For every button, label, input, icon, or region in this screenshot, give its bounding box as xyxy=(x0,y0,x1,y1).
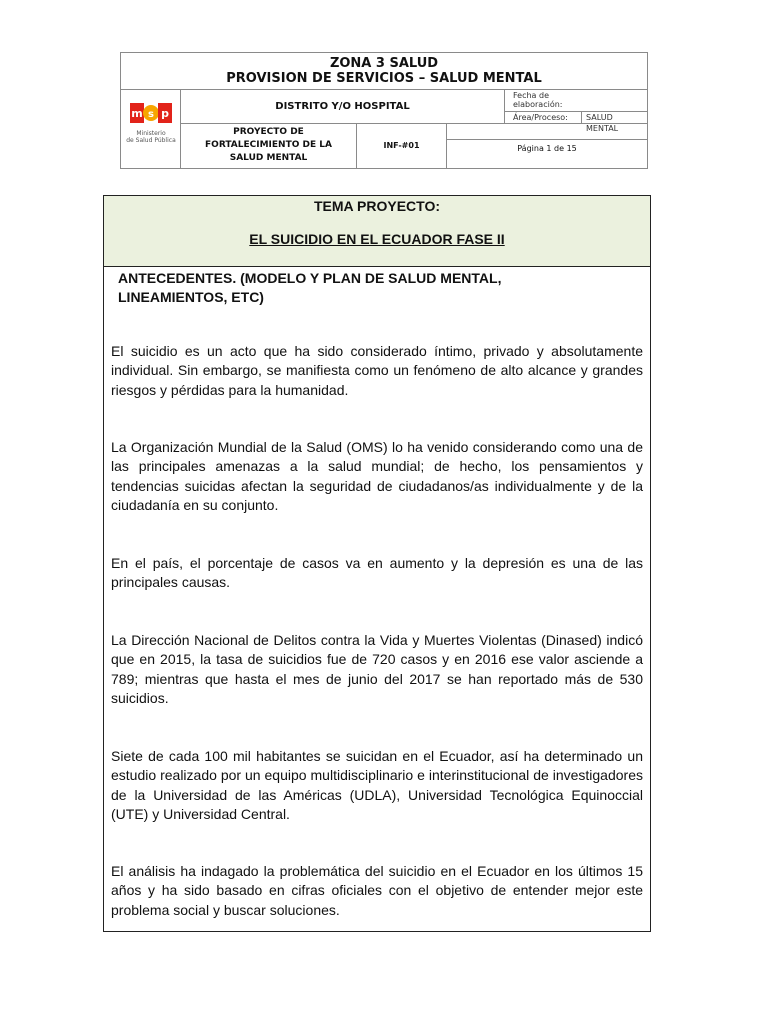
tema-section xyxy=(104,196,650,267)
provision-title: PROVISION DE SERVICIOS – SALUD MENTAL xyxy=(226,71,542,86)
fecha-elaboracion-label xyxy=(505,90,647,112)
tema-label: TEMA PROYECTO: xyxy=(313,198,440,214)
area-proceso-value: SALUD MENTAL xyxy=(581,112,647,124)
project-content-box xyxy=(103,195,651,932)
svg-text:s: s xyxy=(148,109,154,120)
paragraph: El análisis ha indagado la problemática del suicidio en el Ecuador en los últimos 15 años y ha sido basado en cifras oficiales con el objetivo de entender mejor este problema social y buscar soluciones. xyxy=(111,863,643,918)
svg-text:m: m xyxy=(131,107,143,120)
area-proceso-row xyxy=(505,112,647,133)
antecedentes-heading: ANTECEDENTES. (MODELO Y PLAN DE SALUD MENTAL, LINEAMIENTOS, ETC) xyxy=(118,270,502,305)
area-proceso-label: Área/Proceso: xyxy=(513,113,568,122)
msp-logo-icon xyxy=(130,100,172,126)
svg-text:p: p xyxy=(161,107,169,120)
document-header xyxy=(120,52,648,169)
page-number: Página 1 de 15 xyxy=(447,139,647,168)
paragraph: El suicidio es un acto que ha sido considerado íntimo, privado y absolutamente individual. Sin embargo, se manifiesta como un fenómeno de alto alcance y grandes riesgos y pérdidas para la humanidad. xyxy=(111,343,643,398)
logo-caption xyxy=(121,130,181,144)
paragraph: Siete de cada 100 mil habitantes se suicidan en el Ecuador, así ha determinado un estudio realizado por un equipo multidisciplinario e interinstitucional de investigadores de la Universidad de las Américas (UDLA), Universidad Tecnológica Equinoccial (UTE) y Universidad Central. xyxy=(111,748,643,823)
header-title xyxy=(121,53,647,90)
paragraph: La Organización Mundial de la Salud (OMS) lo ha venido considerando como una de las principales amenazas a la salud mundial; de hecho, los pensamientos y tendencias suicidas afectan la seguridad de ciudadanos/as individualmente y de la ciudadanía en su conjunto. xyxy=(111,439,643,514)
paragraph: La Dirección Nacional de Delitos contra la Vida y Muertes Violentas (Dinased) indicó que en 2015, la tasa de suicidios fue de 720 casos y en 2016 ese valor asciende a 789; mientras que hasta el mes de junio del 2017 se han reportado más de 530 suicidios. xyxy=(111,632,643,707)
distrito-label: DISTRITO Y/O HOSPITAL xyxy=(181,90,505,124)
proyecto-title xyxy=(181,124,357,168)
fecha-label-line-2: elaboración: xyxy=(513,100,563,109)
logo-caption-line-1: Ministerio xyxy=(136,130,166,137)
logo-caption-line-2: de Salud Pública xyxy=(126,137,176,144)
fecha-label-line-1: Fecha de xyxy=(513,91,549,100)
paragraph: En el país, el porcentaje de casos va en aumento y la depresión es una de las principales causas. xyxy=(111,555,643,591)
msp-logo xyxy=(121,90,181,168)
inf-code: INF-#01 xyxy=(357,124,447,168)
tema-title: EL SUICIDIO EN EL ECUADOR FASE II xyxy=(249,231,505,247)
proyecto-line-2: FORTALECIMIENTO DE LA xyxy=(205,140,332,150)
zona-title: ZONA 3 SALUD xyxy=(329,56,439,71)
proyecto-line-1: PROYECTO DE xyxy=(233,127,304,137)
proyecto-line-3: SALUD MENTAL xyxy=(229,153,308,163)
